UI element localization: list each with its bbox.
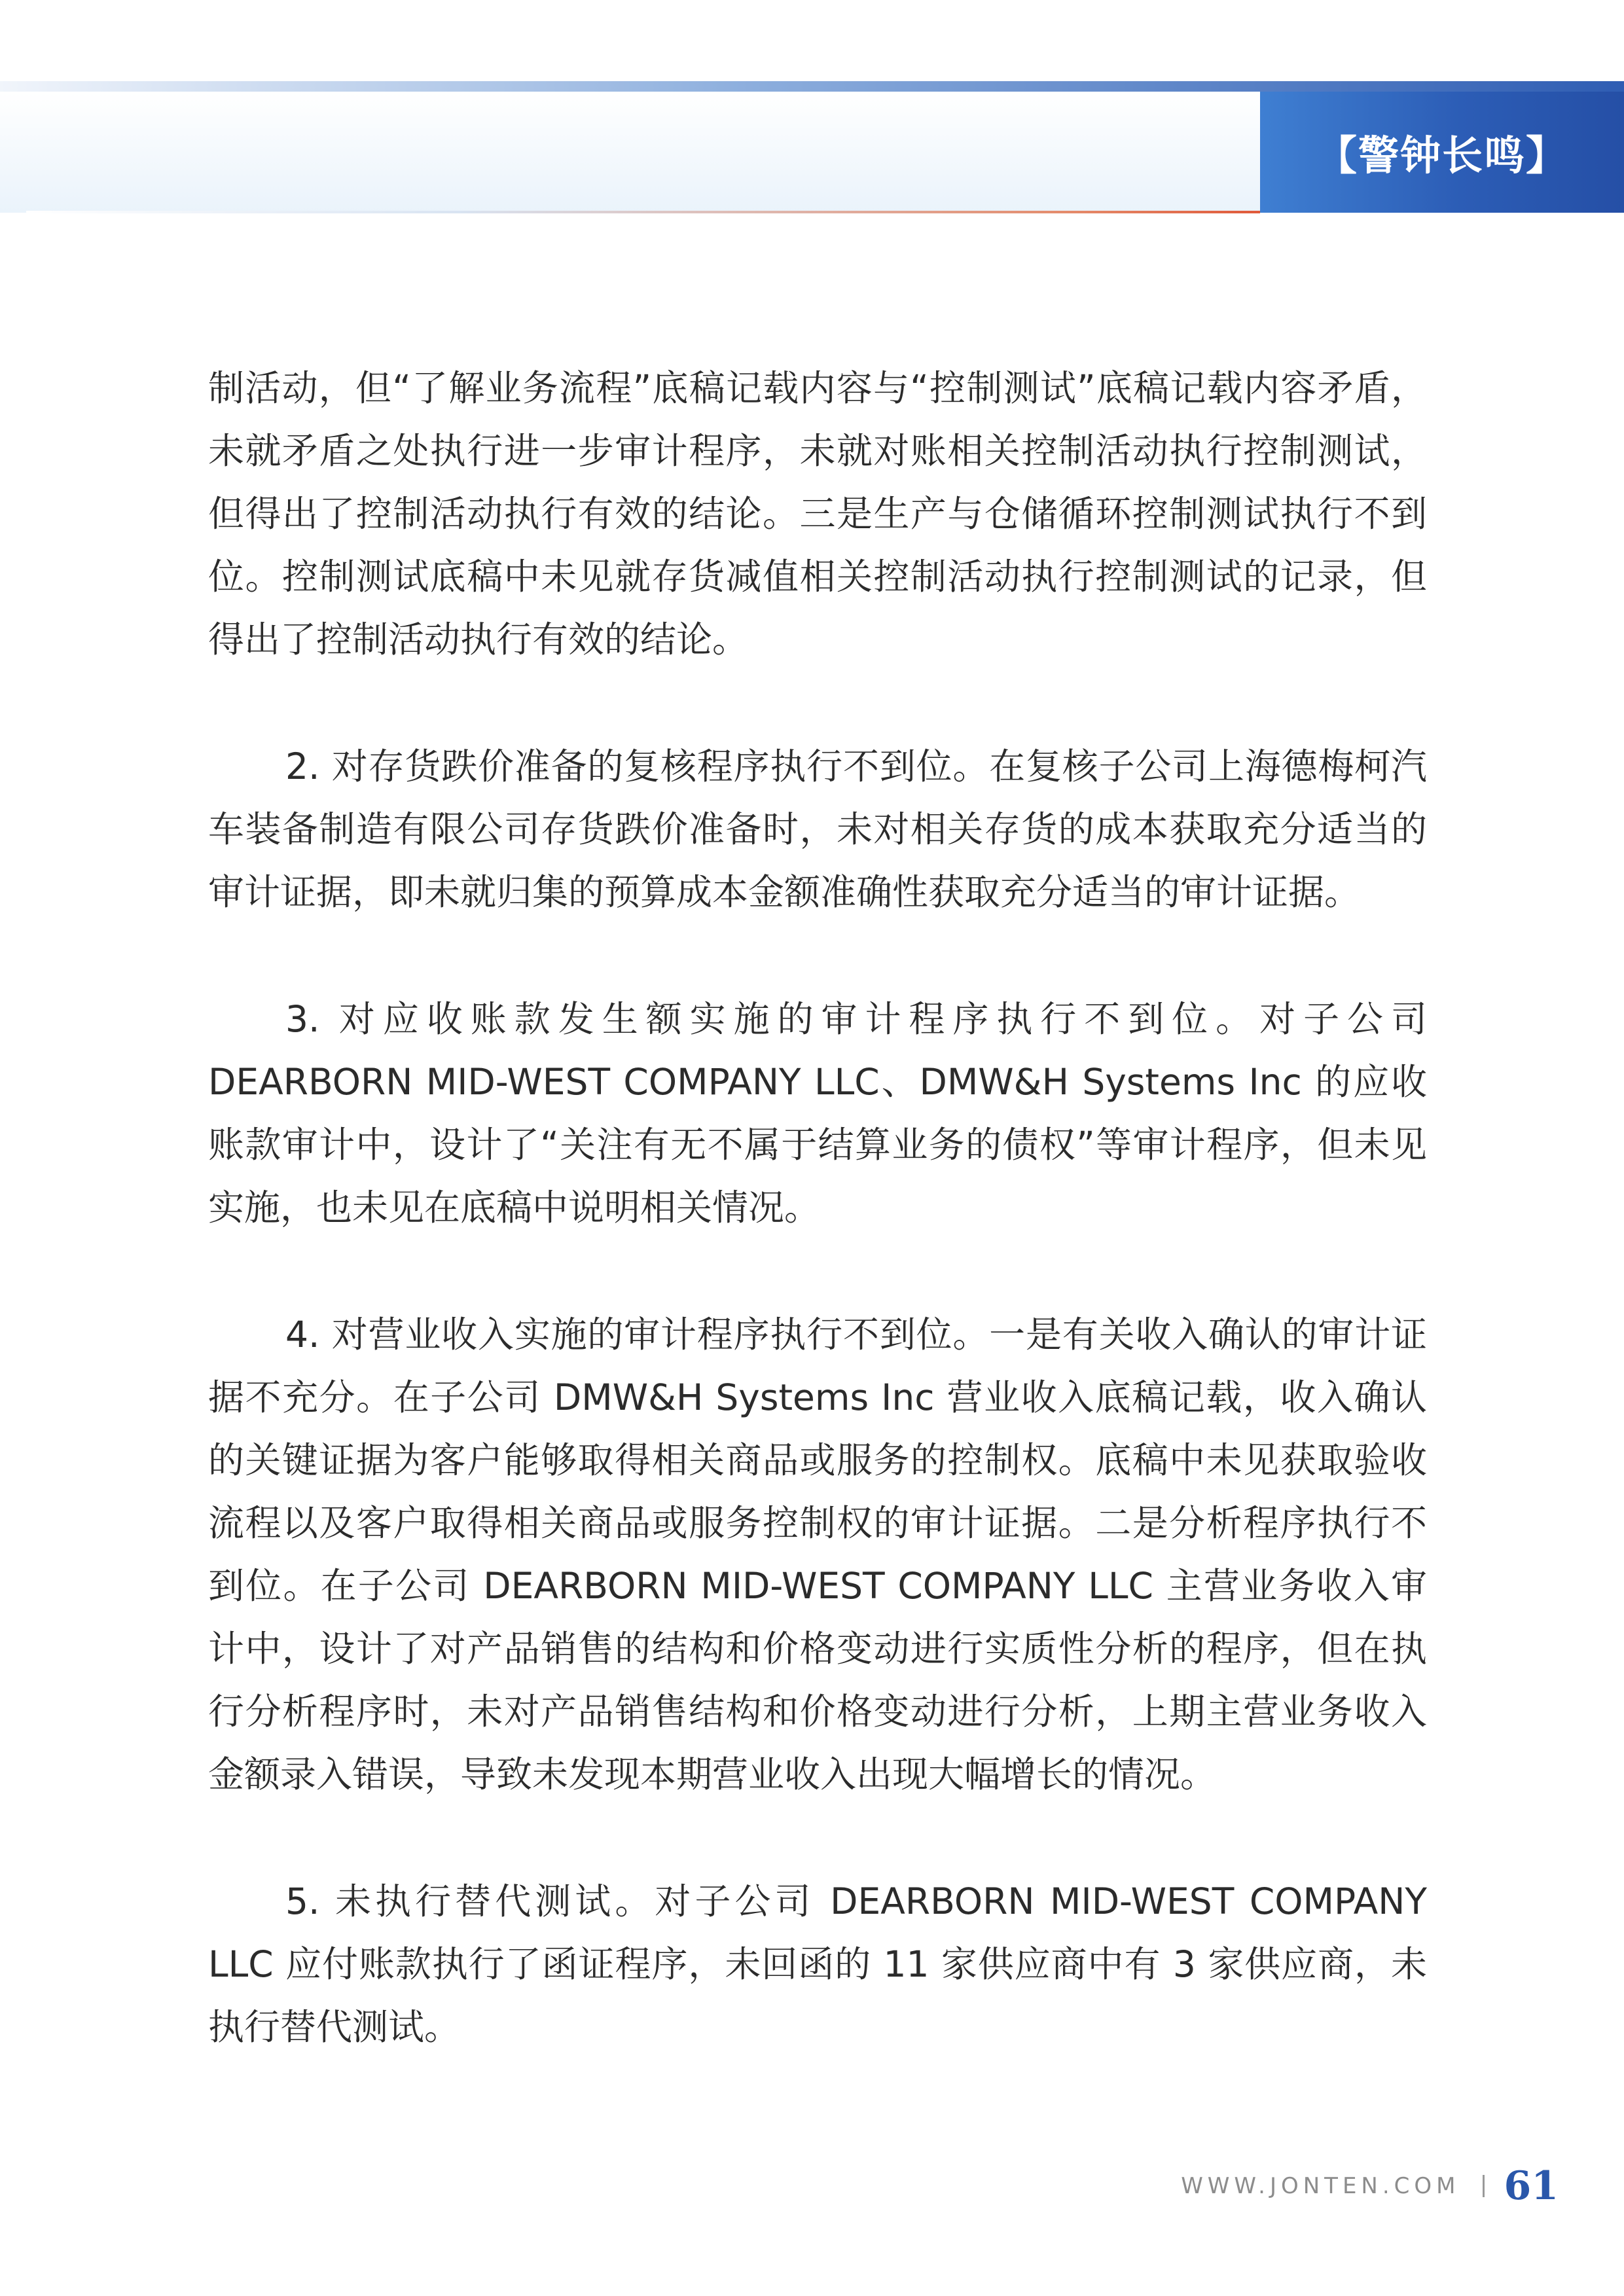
header-band bbox=[0, 92, 1260, 213]
footer-divider bbox=[1483, 2175, 1485, 2197]
section-tag-box bbox=[1260, 92, 1624, 213]
website-url: WWW.JONTEN.COM bbox=[1181, 2173, 1460, 2199]
paragraph-item-2: 2. 对存货跌价准备的复核程序执行不到位。在复核子公司上海德梅柯汽车装备制造有限公司存货跌价准备时，未对相关存货的成本获取充分适当的审计证据，即未就归集的预算成本金额准确性获取充分适当的审计证据。 bbox=[208, 745, 1427, 913]
header-top-bar bbox=[0, 81, 1624, 92]
section-tag: 【警钟长鸣】 bbox=[1316, 132, 1568, 179]
paragraph-item-3: 3. 对应收账款发生额实施的审计程序执行不到位。对子公司 DEARBORN MID-WEST COMPANY LLC、DMW&H Systems Inc 的应收账款审计中，设计了“关注有无不属于结算业务的债权”等审计程序，但未见实施，也未见在底稿中说明相关情况。 bbox=[208, 998, 1427, 1229]
article-body bbox=[208, 357, 1427, 2123]
paragraph-continuation: 制活动，但“了解业务流程”底稿记载内容与“控制测试”底稿记载内容矛盾，未就矛盾之处执行进一步审计程序，未就对账相关控制活动执行控制测试，但得出了控制活动执行有效的结论。三是生产与仓储循环控制测试执行不到位。控制测试底稿中未见就存货减值相关控制活动执行控制测试的记录，但得出了控制活动执行有效的结论。 bbox=[208, 367, 1427, 660]
page-footer bbox=[1181, 2160, 1559, 2212]
page-number: 61 bbox=[1504, 2163, 1559, 2209]
paragraph-item-4: 4. 对营业收入实施的审计程序执行不到位。一是有关收入确认的审计证据不充分。在子公司 DMW&H Systems Inc 营业收入底稿记载，收入确认的关键证据为客户能够取得相关商品或服务的控制权。底稿中未见获取验收流程以及客户取得相关商品或服务控制权的审计证据。二是分析程序执行不到位。在子公司 DEARBORN MID-WEST COMPANY LLC 主营业务收入审计中，设计了对产品销售的结构和价格变动进行实质性分析的程序，但在执行分析程序时，未对产品销售结构和价格变动进行分析，上期主营业务收入金额录入错误，导致未发现本期营业收入出现大幅增长的情况。 bbox=[208, 1314, 1427, 1795]
header-accent-line bbox=[26, 211, 1260, 213]
paragraph-item-5: 5. 未执行替代测试。对子公司 DEARBORN MID-WEST COMPANY LLC 应付账款执行了函证程序，未回函的 11 家供应商中有 3 家供应商，未执行替代测试。 bbox=[208, 1880, 1427, 2048]
